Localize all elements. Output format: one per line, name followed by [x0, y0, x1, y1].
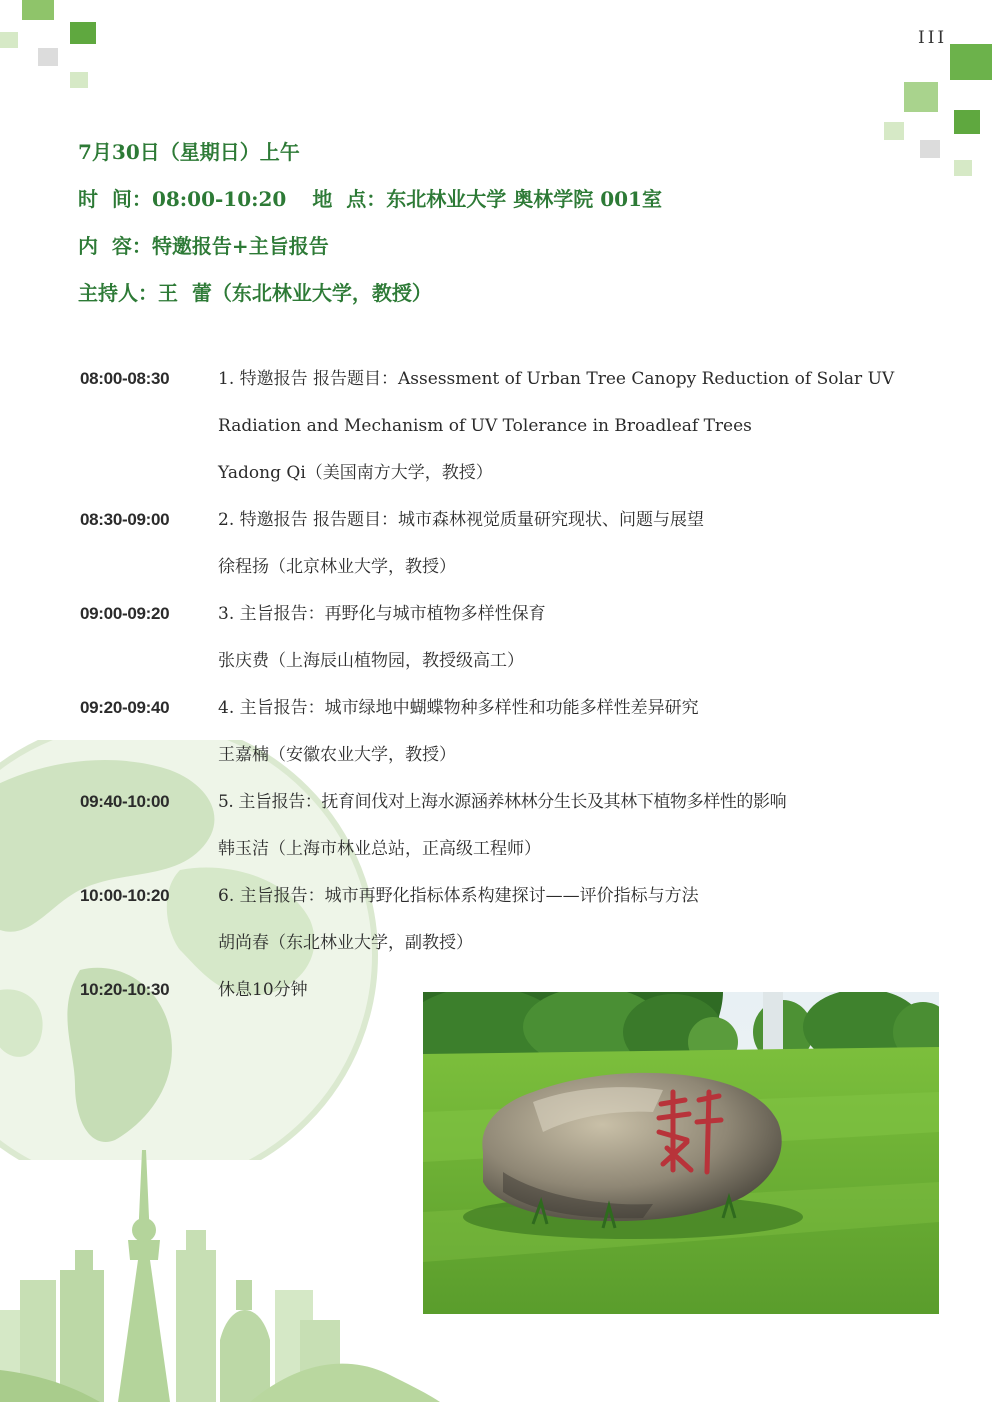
decor-square: [920, 140, 940, 158]
schedule-time: 10:00-10:20: [80, 886, 170, 905]
schedule-text: 1. 特邀报告 报告题目：Assessment of Urban Tree Canopy Reduction of Solar UV: [218, 369, 895, 389]
schedule-row-cont: [80, 456, 940, 503]
schedule-row: [80, 785, 940, 832]
session-host: [78, 277, 662, 324]
time-label: 时 间：: [78, 187, 152, 211]
host-label: 主持人：: [78, 281, 158, 305]
schedule-time: 09:20-09:40: [80, 698, 170, 717]
schedule-time: 09:00-09:20: [80, 604, 170, 623]
session-header: [78, 136, 662, 324]
session-time-place: [78, 183, 662, 230]
rock-on-lawn-photo: [423, 992, 939, 1314]
session-date: 7月30日（星期日）上午: [78, 140, 300, 164]
schedule-list: [80, 362, 940, 1020]
page-number: III: [918, 28, 948, 48]
content-label: 内 容：: [78, 234, 152, 258]
decor-square: [22, 0, 54, 20]
time-value: 08:00-10:20: [151, 187, 287, 211]
schedule-row-cont: [80, 832, 940, 879]
schedule-row-cont: [80, 409, 940, 456]
schedule-row: [80, 503, 940, 550]
decor-square: [884, 122, 904, 140]
schedule-row-cont: [80, 644, 940, 691]
schedule-time: 10:20-10:30: [80, 980, 170, 999]
decor-square: [70, 22, 96, 44]
schedule-text: Radiation and Mechanism of UV Tolerance in Broadleaf Trees: [218, 416, 752, 436]
schedule-text: 5. 主旨报告：抚育间伐对上海水源涵养林林分生长及其林下植物多样性的影响: [218, 792, 787, 812]
place-label: 地 点：: [312, 187, 387, 211]
decor-square: [0, 32, 18, 48]
schedule-speaker: 胡尚春（东北林业大学，副教授）: [218, 933, 473, 953]
city-skyline-illustration: [0, 1130, 440, 1402]
schedule-text: 4. 主旨报告：城市绿地中蝴蝶物种多样性和功能多样性差异研究: [218, 698, 699, 718]
schedule-row-cont: [80, 738, 940, 785]
schedule-time: 08:30-09:00: [80, 510, 170, 529]
schedule-text: 3. 主旨报告：再野化与城市植物多样性保育: [218, 604, 546, 624]
schedule-row: [80, 597, 940, 644]
schedule-text: 休息10分钟: [218, 980, 308, 1000]
schedule-speaker: Yadong Qi（美国南方大学，教授）: [218, 463, 493, 483]
decor-square: [38, 48, 58, 66]
schedule-speaker: 徐程扬（北京林业大学，教授）: [218, 557, 456, 577]
decor-square: [950, 44, 992, 80]
content-value: 特邀报告+主旨报告: [151, 234, 329, 258]
schedule-text: 2. 特邀报告 报告题目：城市森林视觉质量研究现状、问题与展望: [218, 510, 705, 530]
session-content: [78, 230, 662, 277]
decor-square: [70, 72, 88, 88]
schedule-row-cont: [80, 550, 940, 597]
schedule-speaker: 张庆费（上海辰山植物园，教授级高工）: [218, 651, 524, 671]
decor-square: [954, 160, 972, 176]
place-value: 东北林业大学 奥林学院 001室: [386, 187, 662, 211]
schedule-speaker: 韩玉洁（上海市林业总站，正高级工程师）: [218, 839, 541, 859]
schedule-time: 08:00-08:30: [80, 369, 170, 388]
schedule-row: [80, 691, 940, 738]
host-value: 王 蕾（东北林业大学，教授）: [158, 281, 432, 305]
schedule-speaker: 王嘉楠（安徽农业大学，教授）: [218, 745, 456, 765]
schedule-row-cont: [80, 926, 940, 973]
decor-square: [904, 82, 938, 112]
decor-square: [954, 110, 980, 134]
schedule-row: [80, 879, 940, 926]
schedule-row: [80, 362, 940, 409]
schedule-time: 09:40-10:00: [80, 792, 170, 811]
schedule-text: 6. 主旨报告：城市再野化指标体系构建探讨——评价指标与方法: [218, 886, 699, 906]
